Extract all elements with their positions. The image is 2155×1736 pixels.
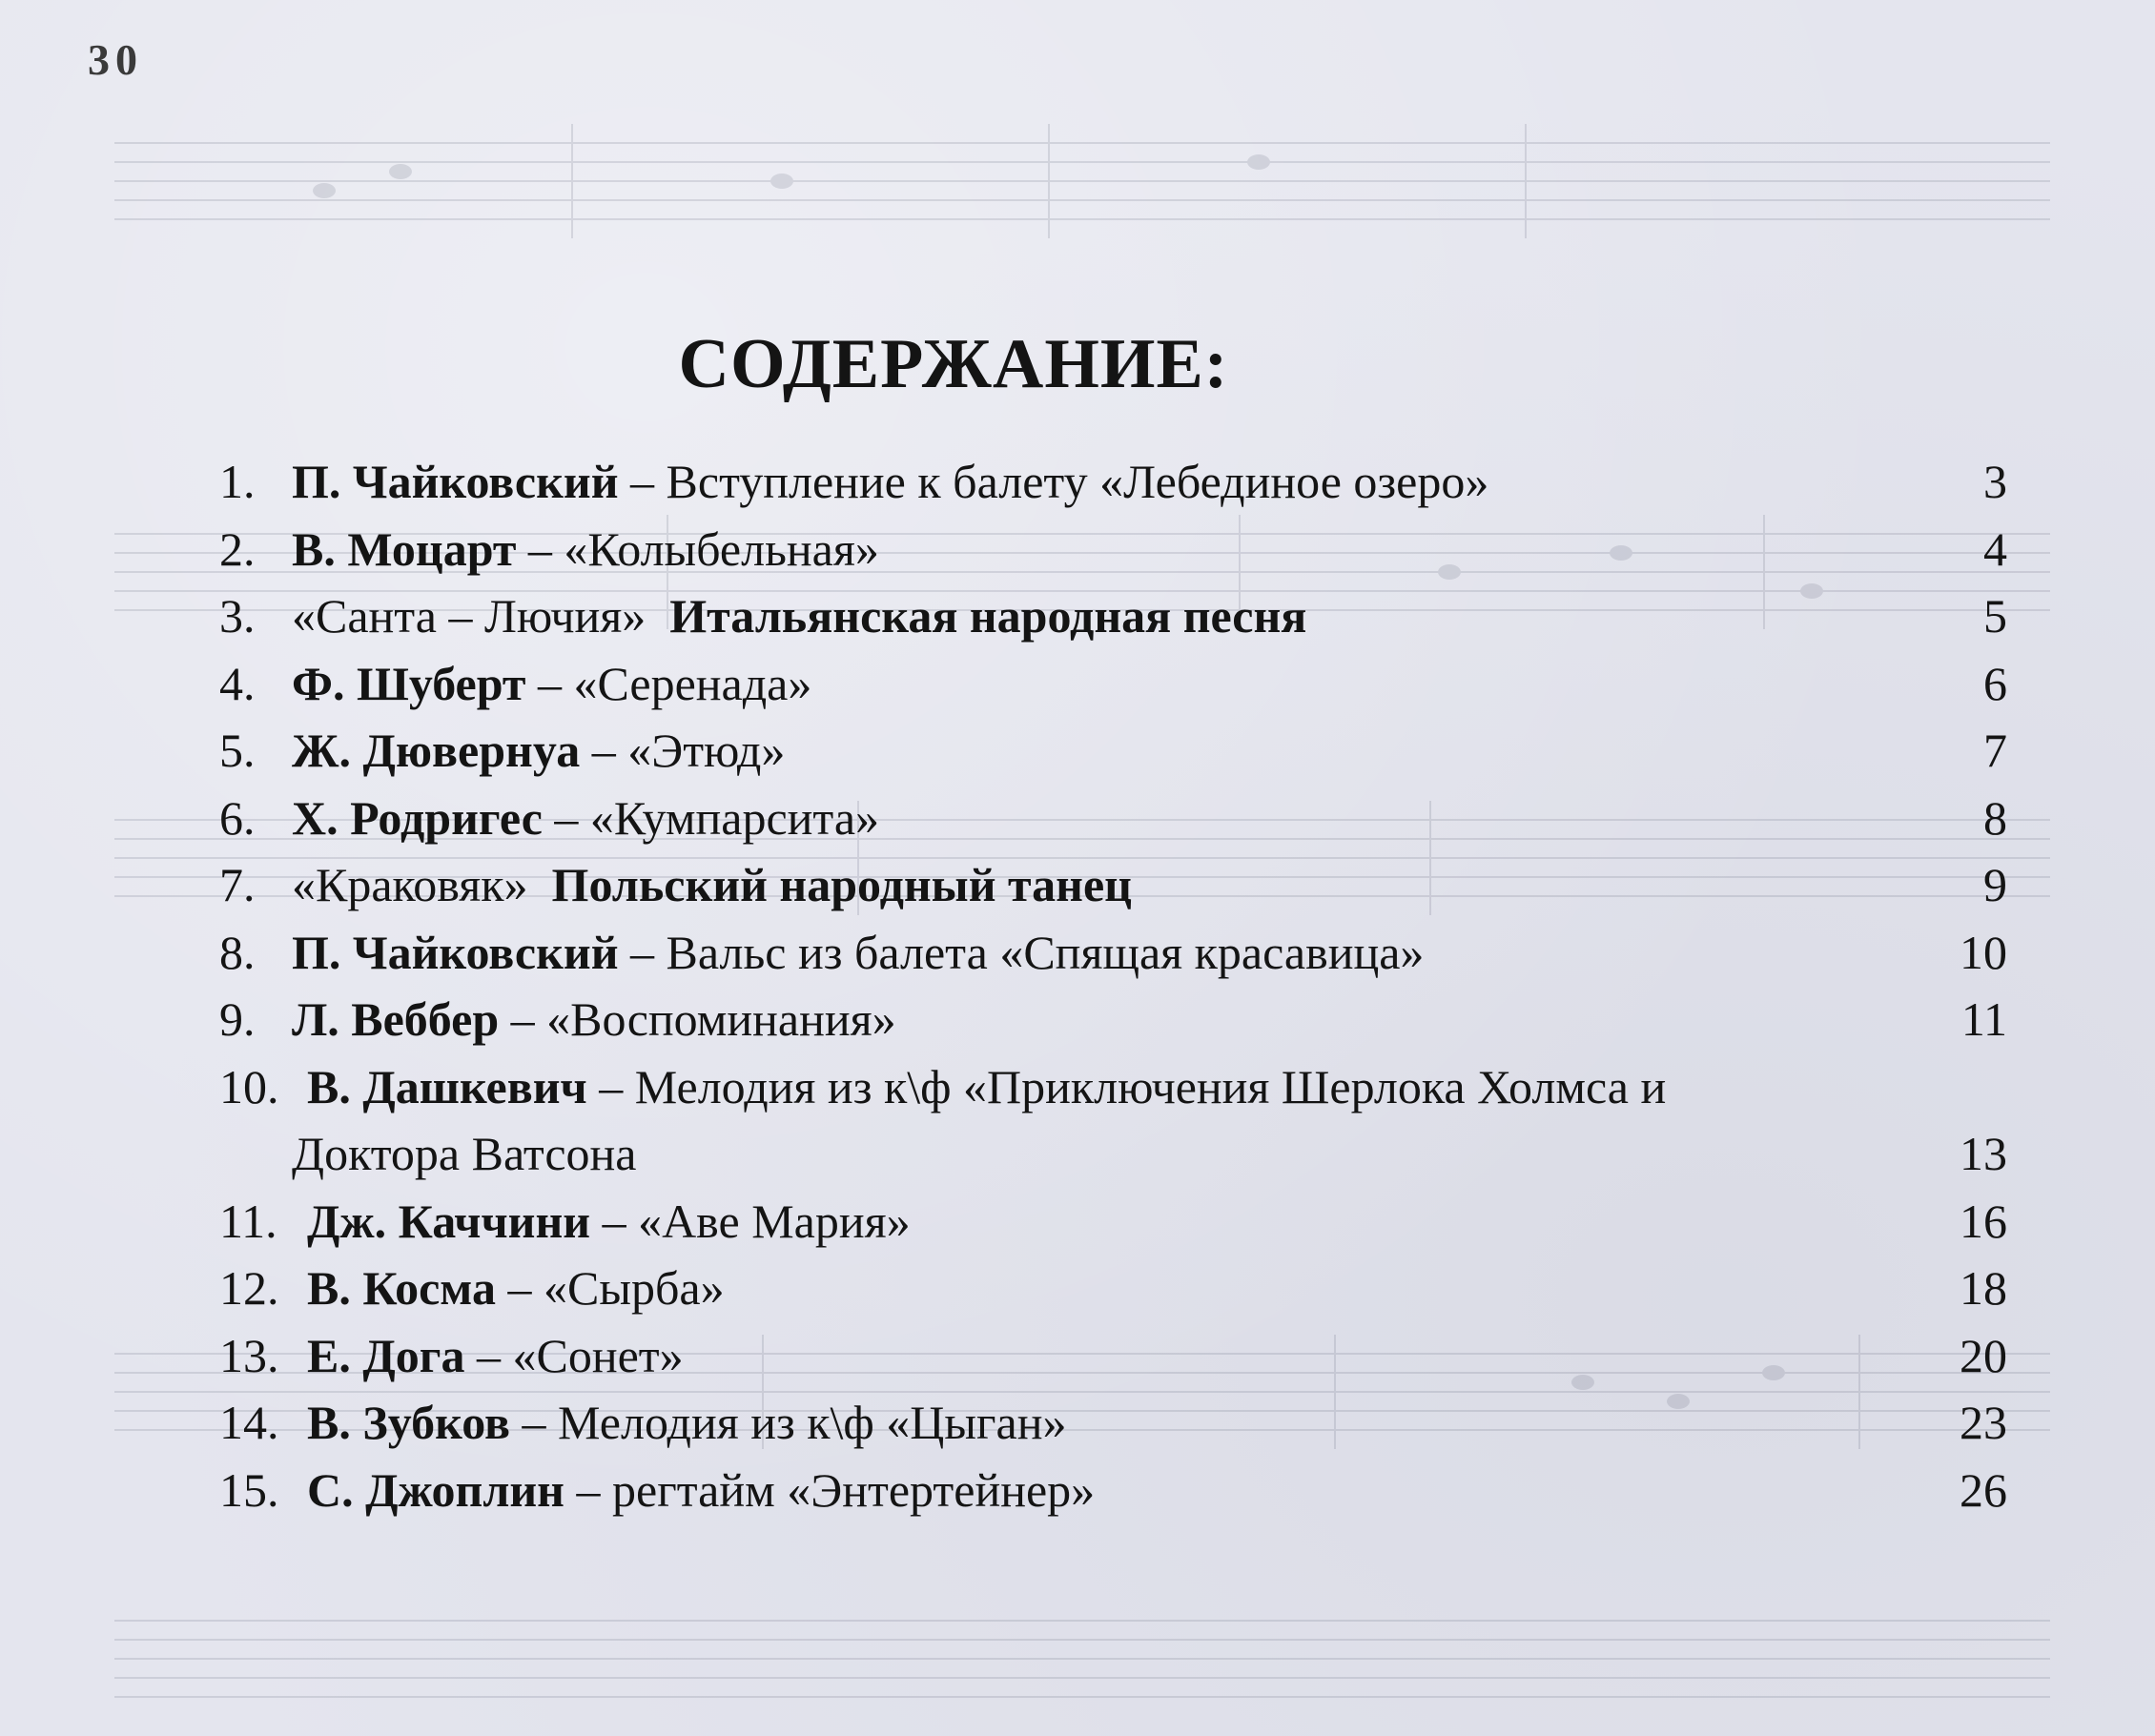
entry-text [307, 1255, 1871, 1321]
page-reference: 13 [1960, 1126, 2007, 1180]
dash-separator: – [618, 925, 667, 979]
entry-number: 14. [219, 1396, 279, 1449]
work-title: «Аве Мария» [638, 1194, 911, 1248]
dash-separator: – [564, 1462, 612, 1517]
page-number: 30 [88, 35, 143, 84]
work-title: «Воспоминания» [546, 992, 896, 1046]
dash-separator: – [542, 790, 590, 845]
work-title: «Санта – Лючия» [292, 589, 646, 643]
toc-entry [219, 851, 2007, 919]
work-title: «Сырба» [544, 1261, 725, 1315]
table-of-contents [219, 448, 2007, 1523]
composer-name: Ф. Шуберт [292, 656, 526, 710]
entry-number: 9. [219, 992, 256, 1046]
work-title: «Краковяк» [292, 858, 528, 911]
page-reference: 6 [1983, 656, 2007, 710]
composer-name: В. Косма [307, 1261, 497, 1315]
toc-entry [219, 785, 2007, 852]
entry-number: 13. [219, 1328, 279, 1382]
page-reference: 11 [1960, 992, 2007, 1046]
dash-separator: – [464, 1328, 513, 1382]
entry-number: 11. [219, 1194, 277, 1248]
toc-entry [219, 1322, 2007, 1390]
toc-entry [219, 650, 2007, 718]
composer-name: Л. Веббер [292, 992, 500, 1046]
entry-text [292, 650, 1856, 717]
entry-text [292, 717, 1856, 784]
work-title: Вальс из балета «Спящая красавица» [666, 925, 1425, 979]
dash-separator: – [525, 656, 574, 710]
entry-number: 2. [219, 521, 256, 576]
work-title: «Этюд» [627, 724, 786, 777]
work-title: Мелодия из к\ф «Приключения Шерлока Холмса и [634, 1059, 1667, 1113]
toc-entry [219, 448, 2007, 516]
page-reference: 16 [1960, 1194, 2007, 1248]
entry-number: 7. [219, 858, 256, 911]
origin-description: Итальянская народная песня [669, 589, 1307, 643]
page-reference: 26 [1960, 1462, 2007, 1517]
composer-name: Е. Дога [307, 1328, 465, 1382]
entry-text [307, 1322, 1871, 1389]
toc-entry [219, 582, 2007, 650]
toc-entry [219, 717, 2007, 785]
entry-text [307, 1389, 1871, 1456]
dash-separator: – [499, 992, 547, 1046]
work-title: регтайм «Энтертейнер» [612, 1462, 1096, 1517]
composer-name: С. Джоплин [307, 1462, 564, 1517]
dash-separator: – [586, 1059, 635, 1113]
toc-entry [219, 919, 2007, 987]
page-reference: 18 [1960, 1261, 2007, 1315]
toc-entry [219, 1188, 2007, 1256]
origin-description: Польский народный танец [551, 858, 1132, 911]
work-title: Мелодия из к\ф «Цыган» [558, 1396, 1067, 1449]
entry-text [307, 1188, 1871, 1255]
dash-separator: – [516, 521, 564, 576]
dash-separator: – [510, 1396, 558, 1449]
dash-separator: – [618, 455, 667, 508]
page-reference: 8 [1983, 790, 2007, 845]
entry-text [292, 1053, 1871, 1187]
entry-number: 6. [219, 790, 256, 845]
dash-separator: – [496, 1261, 544, 1315]
toc-entry [219, 516, 2007, 583]
entry-number: 8. [219, 925, 256, 979]
entry-text [292, 851, 1856, 918]
entry-number: 15. [219, 1462, 279, 1517]
entry-number: 12. [219, 1261, 279, 1315]
work-title-continuation: Доктора Ватсона [292, 1126, 637, 1180]
page-reference: 23 [1960, 1396, 2007, 1449]
page-reference: 7 [1983, 724, 2007, 777]
work-title: «Колыбельная» [564, 521, 879, 576]
entry-text [292, 919, 1856, 986]
toc-entry [219, 986, 2007, 1053]
page-reference: 20 [1960, 1328, 2007, 1382]
composer-name: В. Моцарт [292, 521, 517, 576]
dash-separator: – [590, 1194, 639, 1248]
entry-number: 1. [219, 455, 256, 508]
entry-text [292, 785, 1856, 851]
entry-text [292, 582, 1856, 649]
toc-entry [219, 1255, 2007, 1322]
entry-number: 10. [219, 1059, 279, 1113]
toc-entry [219, 1457, 2007, 1524]
contents-heading: СОДЕРЖАНИЕ: [678, 325, 1229, 403]
composer-name: Х. Родригес [292, 790, 543, 845]
page-reference: 10 [1960, 925, 2007, 979]
entry-number: 5. [219, 724, 256, 777]
entry-number: 3. [219, 589, 256, 643]
composer-name: В. Зубков [307, 1396, 510, 1449]
composer-name: Дж. Каччини [307, 1194, 591, 1248]
entry-text [307, 1457, 1871, 1523]
work-title: «Кумпарсита» [589, 790, 880, 845]
page-reference: 4 [1983, 521, 2007, 576]
entry-text [292, 448, 1856, 515]
work-title: «Сонет» [512, 1328, 684, 1382]
composer-name: Ж. Дювернуа [292, 724, 581, 777]
page-reference: 9 [1983, 858, 2007, 911]
composer-name: В. Дашкевич [307, 1059, 587, 1113]
toc-entry [219, 1389, 2007, 1457]
dash-separator: – [580, 724, 628, 777]
work-title: «Серенада» [573, 656, 812, 710]
entry-text [292, 986, 1856, 1052]
page-reference: 5 [1983, 589, 2007, 643]
composer-name: П. Чайковский [292, 925, 619, 979]
page-reference: 3 [1983, 455, 2007, 508]
composer-name: П. Чайковский [292, 455, 619, 508]
entry-text [292, 516, 1856, 582]
toc-entry [219, 1053, 2007, 1188]
work-title: Вступление к балету «Лебединое озеро» [666, 455, 1489, 508]
entry-number: 4. [219, 656, 256, 710]
